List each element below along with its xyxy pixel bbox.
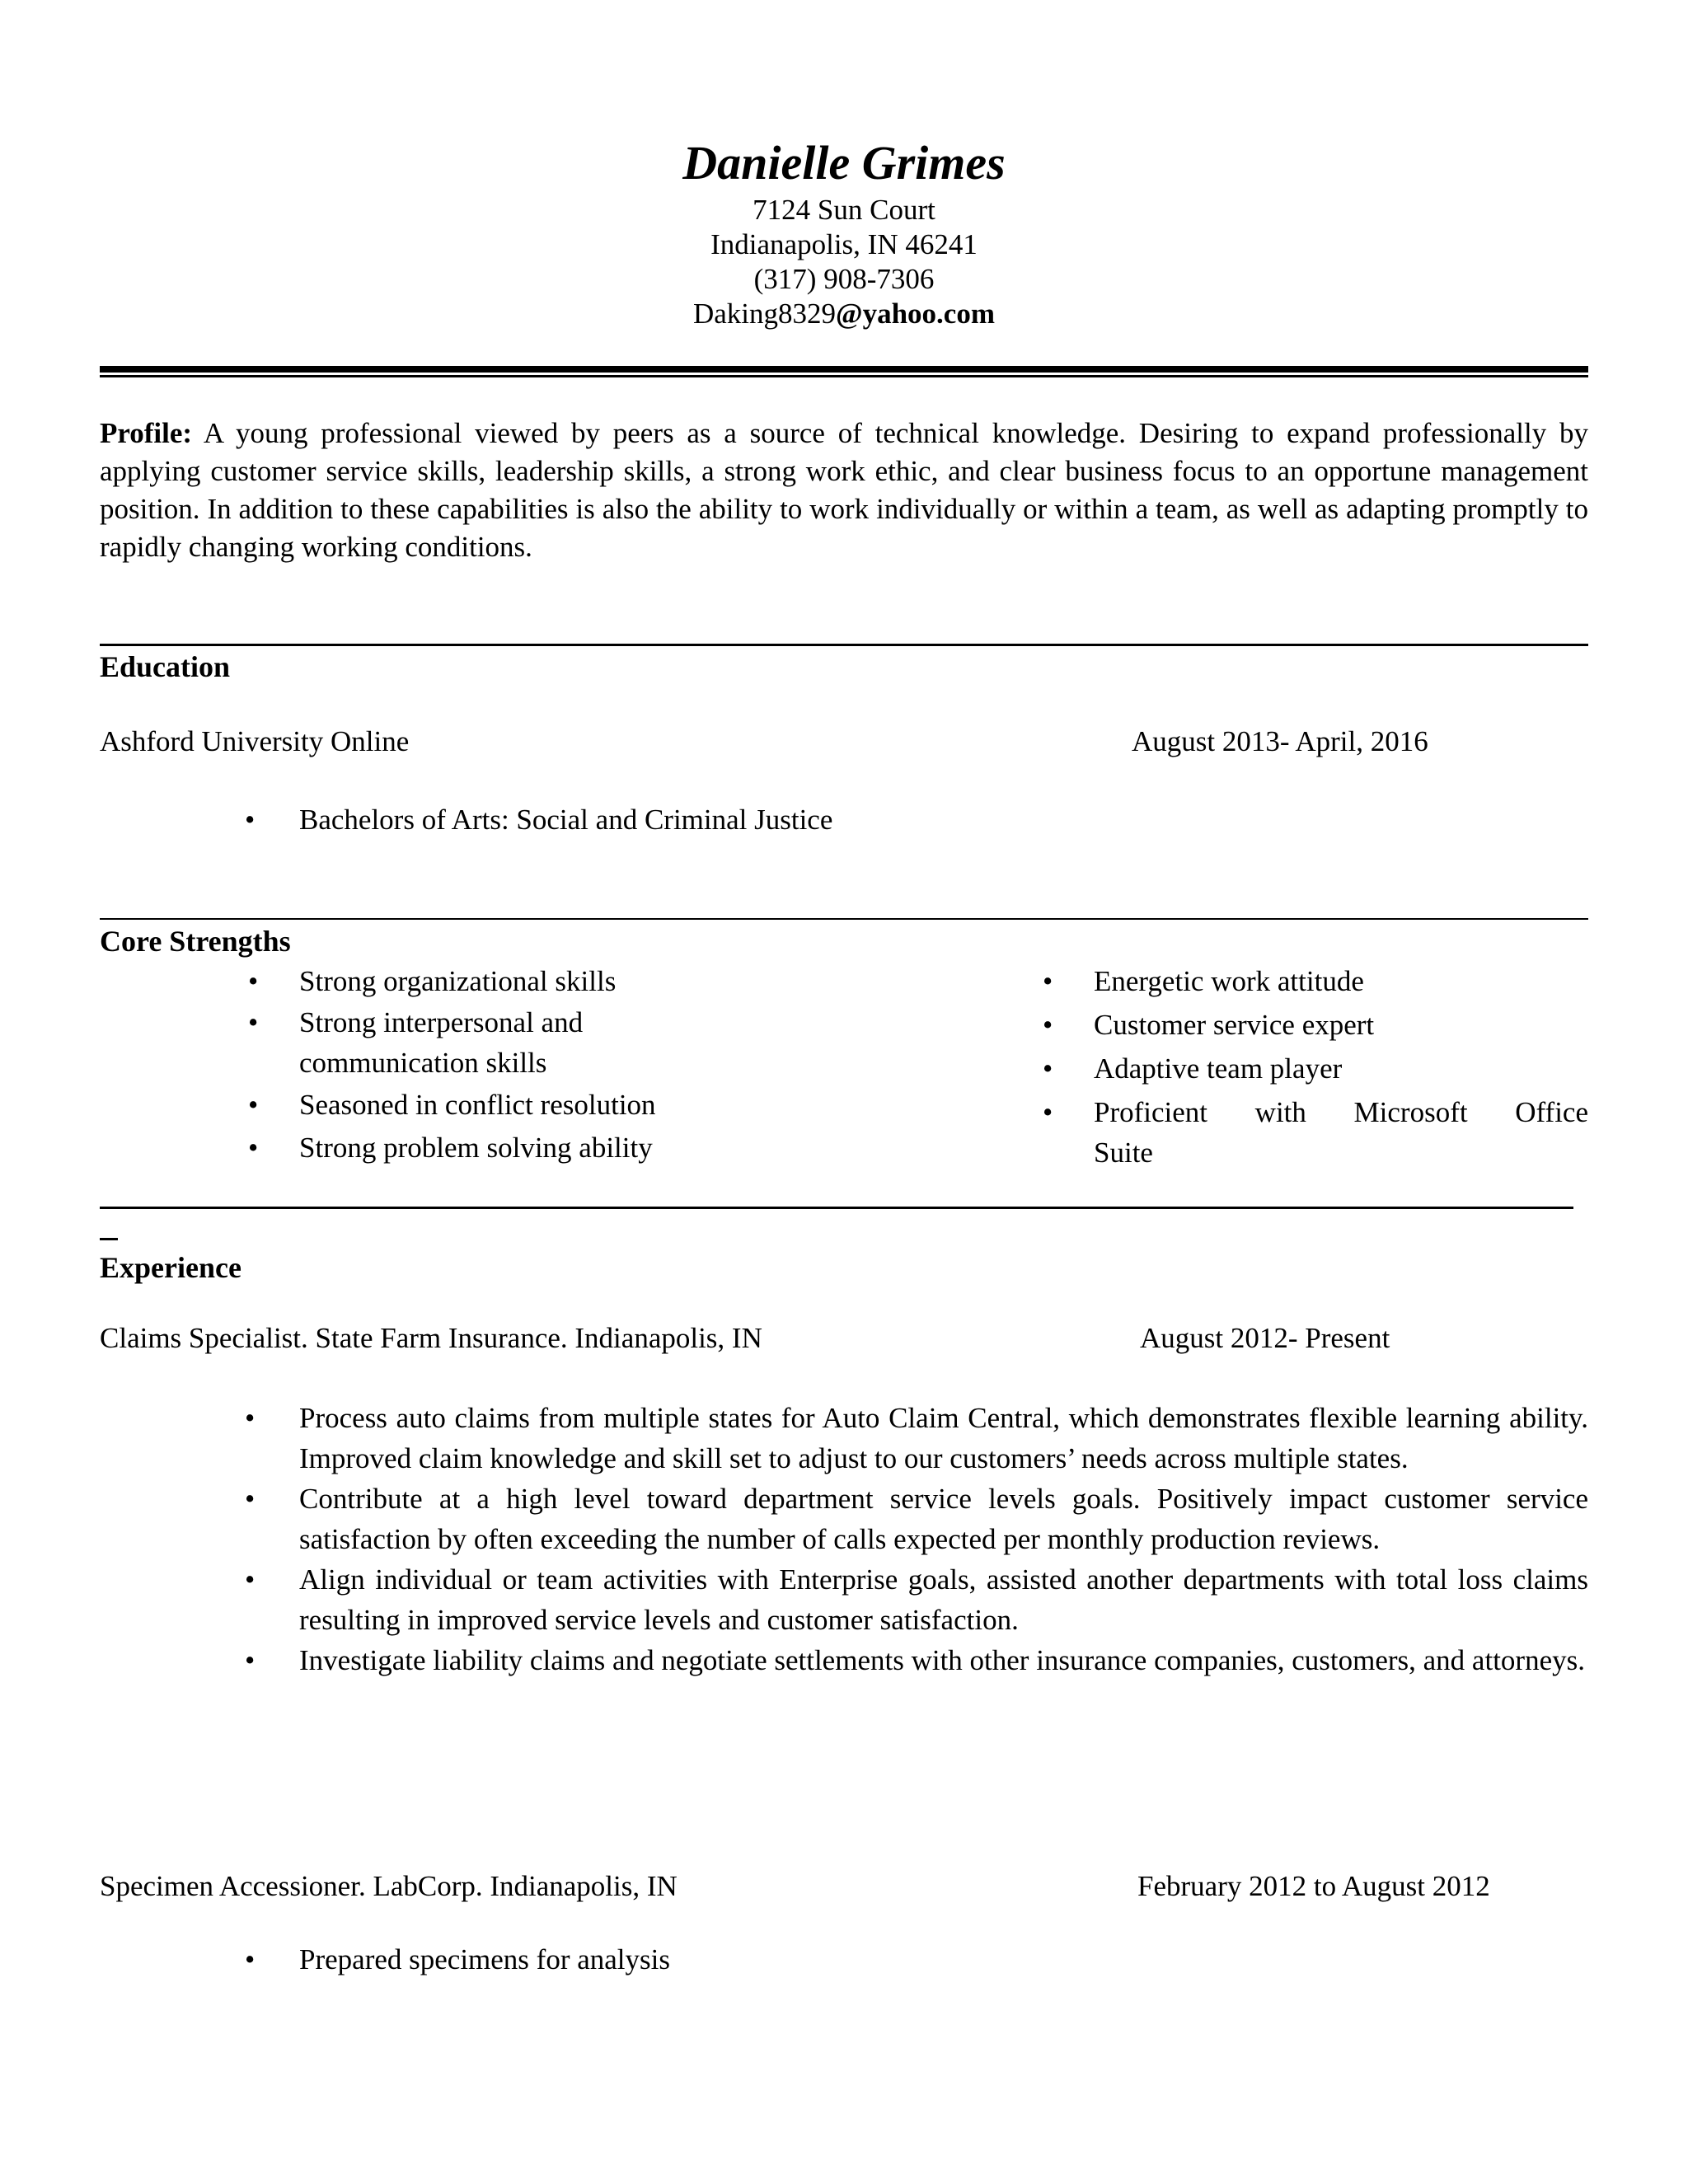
header-rule-thin (100, 375, 1588, 377)
candidate-name: Danielle Grimes (682, 136, 1006, 190)
strength-item: • Customer service expert (1094, 1005, 1588, 1046)
duty-item: • Investigate liability claims and negotiate settlements with other insurance companies, customers, and attorneys. (100, 1640, 1588, 1680)
strength-item: • Adaptive team player (1094, 1048, 1588, 1090)
job-heading-1: Claims Specialist. State Farm Insurance. Indianapolis, IN (100, 1322, 762, 1354)
core-strengths-left-list (299, 961, 876, 1169)
strength-item: • Strong organizational skills (299, 961, 876, 1002)
strength-item: • Proficient with Microsoft Office Suite (1094, 1092, 1588, 1173)
core-strengths-divider (100, 918, 1588, 920)
resume-header (100, 134, 1588, 331)
education-title: Education (100, 650, 231, 683)
job-dates-1: August 2012- Present (1140, 1322, 1390, 1354)
stray-underscore (100, 1238, 118, 1240)
job-heading-2: Specimen Accessioner. LabCorp. Indianapolis, IN (100, 1870, 678, 1902)
strength-item: • Energetic work attitude (1094, 961, 1588, 1002)
duty-item: • Prepared specimens for analysis (100, 1942, 670, 1978)
profile-paragraph (100, 415, 1588, 566)
phone-number: (317) 908-7306 (753, 263, 935, 295)
duty-item: • Contribute at a high level toward department service levels goals. Positively impact customer service satisfaction by often exceeding the number of calls expected per monthly production reviews. (100, 1479, 1588, 1559)
education-dates: August 2013- April, 2016 (1132, 725, 1428, 757)
job-1-duties (100, 1398, 1588, 1680)
email-domain: @yahoo.com (836, 298, 995, 330)
duty-item: • Process auto claims from multiple states for Auto Claim Central, which demonstrates flexible learning ability. Improved claim knowledge and skill set to adjust to our customers’ needs across multiple states. (100, 1398, 1588, 1479)
profile-text: A young professional viewed by peers as a source of technical knowledge. Desiring to expand professionally by applying customer service skills, leadership skills, a strong work ethic, and clear business focus to an opportune management position. In addition to these capabilities is also the ability to work individually or within a team, as well as adapting promptly to rapidly changing working conditions. (100, 417, 1588, 563)
experience-divider (100, 1207, 1573, 1209)
profile-label: Profile: (100, 417, 193, 449)
duty-item: • Align individual or team activities with Enterprise goals, assisted another departments with total loss claims resulting in improved service levels and customer satisfaction. (100, 1559, 1588, 1640)
strength-item: • Strong problem solving ability (299, 1127, 876, 1169)
strength-item: • Seasoned in conflict resolution (299, 1085, 876, 1126)
header-rule-thick (100, 366, 1588, 373)
job-2-duties (100, 1942, 670, 1978)
job-dates-2: February 2012 to August 2012 (1137, 1870, 1490, 1902)
address-line-2: Indianapolis, IN 46241 (710, 228, 978, 260)
email-address (100, 297, 1588, 331)
core-strengths-title: Core Strengths (100, 925, 291, 958)
resume-page (100, 0, 1588, 2184)
education-list (100, 802, 832, 838)
education-divider (100, 644, 1588, 646)
experience-title: Experience (100, 1251, 241, 1284)
address-line-1: 7124 Sun Court (753, 194, 935, 226)
strength-item: • Strong interpersonal and communication skills (299, 1002, 678, 1083)
email-user: Daking8329 (692, 298, 837, 330)
core-strengths-right-list (1094, 961, 1588, 1173)
education-school: Ashford University Online (100, 725, 410, 757)
education-degree: • Bachelors of Arts: Social and Criminal Justice (100, 802, 832, 838)
